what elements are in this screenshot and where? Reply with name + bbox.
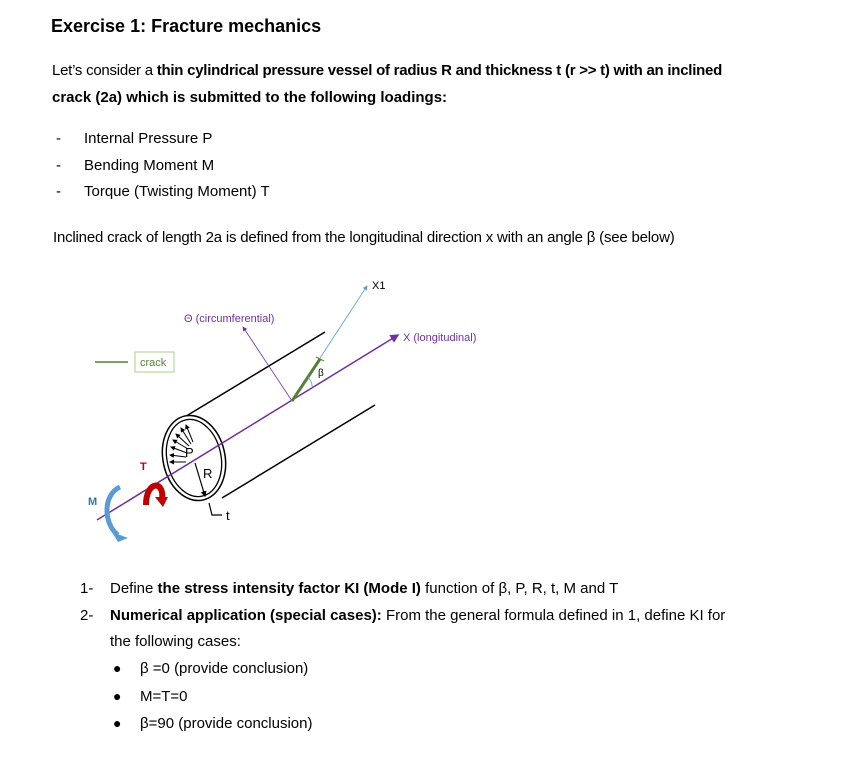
torque-arrowhead — [155, 497, 168, 507]
dash-bullet: - — [56, 157, 61, 174]
case-text: M=T=0 — [140, 688, 188, 705]
moment-arrowhead — [112, 532, 128, 542]
intro-bold-text-2: crack (2a) which is submitted to the following loadings: — [52, 89, 448, 106]
intro-bold-text: thin cylindrical pressure vessel of radius R and thickness t (r >> t) with an inclined — [156, 62, 723, 79]
case-text: β =0 (provide conclusion) — [140, 660, 309, 677]
question-2 — [80, 607, 725, 624]
loading-text: Internal Pressure P — [84, 130, 213, 147]
pressure-label: P — [185, 445, 194, 460]
question-text: function of β, P, R, t, M and T — [420, 580, 619, 597]
loading-text: Bending Moment M — [84, 157, 215, 174]
dash-bullet: - — [56, 183, 61, 200]
case-text: β=90 (provide conclusion) — [140, 715, 313, 732]
thickness-label: t — [226, 508, 230, 523]
radius-label: R — [203, 466, 213, 481]
theta-label: Θ (circumferential) — [184, 313, 275, 325]
question-text: Define — [110, 580, 158, 597]
tube-top-edge — [183, 332, 325, 418]
crack-legend-label: crack — [140, 357, 167, 369]
x-label: X (longitudinal) — [403, 332, 477, 344]
tube-bottom-edge — [222, 405, 375, 498]
tube-end-ring — [155, 409, 234, 506]
thickness-leader — [209, 503, 222, 515]
beta-label: β — [318, 368, 324, 379]
question-number: 2- — [80, 607, 94, 624]
case-item — [113, 715, 312, 732]
question-text: From the general formula defined in 1, define KI for — [381, 607, 726, 624]
bullet-icon: ● — [113, 715, 122, 731]
x1-label: X1 — [372, 280, 386, 292]
moment-arrow-icon — [107, 487, 120, 535]
bullet-icon: ● — [113, 688, 122, 704]
case-item — [113, 660, 308, 677]
case-item — [113, 688, 188, 705]
exercise-title: Exercise 1: Fracture mechanics — [51, 16, 322, 36]
bullet-icon: ● — [113, 660, 122, 676]
question-2-continuation: the following cases: — [110, 633, 241, 650]
intro-text: Let’s consider a — [52, 62, 157, 79]
circumferential-axis — [243, 327, 292, 401]
crack-definition: Inclined crack of length 2a is defined from the longitudinal direction x with an angle β (see below) — [53, 229, 675, 246]
crack-line — [292, 359, 320, 401]
question-1 — [80, 580, 618, 597]
question-number: 1- — [80, 580, 94, 597]
moment-label: M — [88, 496, 98, 508]
dash-bullet: - — [56, 130, 61, 147]
torque-label: T — [140, 461, 147, 473]
question-bold: Numerical application (special cases): — [110, 607, 382, 624]
question-bold: the stress intensity factor KI (Mode I) — [157, 580, 421, 597]
loading-text: Torque (Twisting Moment) T — [84, 183, 270, 200]
